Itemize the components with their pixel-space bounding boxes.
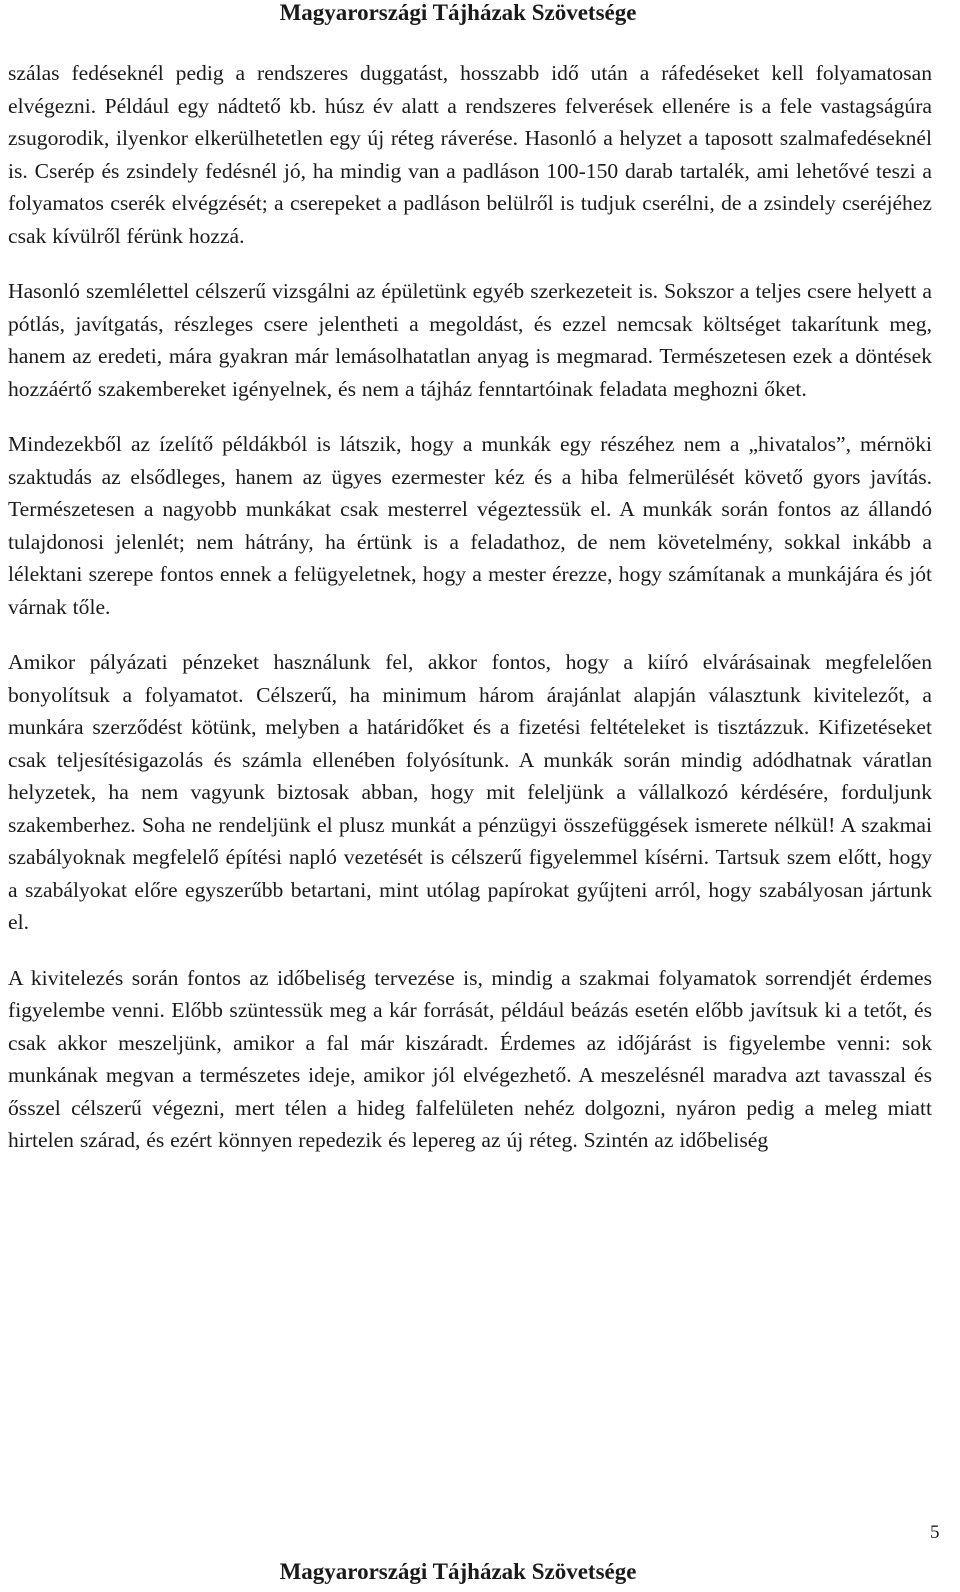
running-header: Magyarországi Tájházak Szövetsége	[279, 0, 637, 25]
paragraph-grant-funds: Amikor pályázati pénzeket használunk fel, akkor fontos, hogy a kiíró elvárásainak megfelelően bonyolítsuk a folyamatot. Célszerű, ha minimum három árajánlat alapján választunk kivitelezőt, a munkára szerződést kötünk, melyben a határidőket és a fizetési feltételeket is tisztázzuk. Kifizetéseket csak teljesítésigazolás és számla ellenében folyósítunk. A munkák során mindig adódhatnak váratlan helyzetek, ha nem vagyunk biztosak abban, hogy mit feleljünk a vállalkozó kérdésére, forduljunk szakemberhez. Soha ne rendeljünk el plusz munkát a pénzügyi összefüggések ismerete nélkül! A szakmai szabályoknak megfelelő építési napló vezetését is célszerű figyelemmel kísérni. Tartsuk szem előtt, hogy a szabályokat előre egyszerűbb betartani, mint utólag papírokat gyűjteni arról, hogy szabályosan jártunk el.	[8, 650, 932, 934]
running-footer: Magyarországi Tájházak Szövetsége	[279, 1559, 637, 1584]
body-text	[8, 57, 932, 1157]
paragraph-craftsmanship: Mindezekből az ízelítő példákból is látszik, hogy a munkák egy részéhez nem a „hivatalos”, mérnöki szaktudás az elsődleges, hanem az ügyes ezermester kéz és a hiba felmerülését követő gyors javítás. Természetesen a nagyobb munkákat csak mesterrel végeztessük el. A munkák során fontos az állandó tulajdonosi jelenlét; nem hátrány, ha értünk is a feladathoz, de nem követelmény, sokkal inkább a lélektani szerepe fontos ennek a felügyeletnek, hogy a mester érezze, hogy számítanak a munkájára és jót várnak tőle.	[8, 432, 932, 619]
paragraph-structural-repairs: Hasonló szemlélettel célszerű vizsgálni az épületünk egyéb szerkezeteit is. Sokszor a teljes csere helyett a pótlás, javítgatás, részleges csere jelentheti a megoldást, és ezzel nemcsak költséget takarítunk meg, hanem az eredeti, mára gyakran már lemásolhatatlan anyag is megmarad. Természetesen ezek a döntések hozzáértő szakembereket igényelnek, és nem a tájház fenntartóinak feladata meghozni őket.	[8, 279, 932, 401]
paragraph-roof-maintenance: szálas fedéseknél pedig a rendszeres duggatást, hosszabb idő után a ráfedéseket kell folyamatosan elvégezni. Például egy nádtető kb. húsz év alatt a rendszeres felverések ellenére is a fele vastagságúra zsugorodik, ilyenkor elkerülhetetlen egy új réteg ráverése. Hasonló a helyzet a taposott szalmafedéseknél is. Cserép és zsindely fedésnél jó, ha mindig van a padláson 100-150 darab tartalék, ami lehetővé teszi a folyamatos cserék elvégzését; a cserepeket a padláson belülről is tudjuk cserélni, de a zsindely cseréjéhez csak kívülről férünk hozzá.	[8, 61, 932, 248]
page-number: 5	[930, 1522, 940, 1543]
paragraph-scheduling: A kivitelezés során fontos az időbeliség tervezése is, mindig a szakmai folyamatok sorrendjét érdemes figyelembe venni. Előbb szüntessük meg a kár forrását, például beázás esetén előbb javítsuk ki a tetőt, és csak akkor meszeljünk, amikor a fal már kiszáradt. Érdemes az időjárást is figyelembe venni: sok munkának megvan a természetes ideje, amikor jól elvégezhető. A meszelésnél maradva azt tavasszal és ősszel célszerű végezni, mert télen a hideg falfelületen nehéz dolgozni, nyáron pedig a meleg miatt hirtelen szárad, és ezért könnyen repedezik és lepereg az új réteg. Szintén az időbeliség	[8, 965, 932, 1152]
